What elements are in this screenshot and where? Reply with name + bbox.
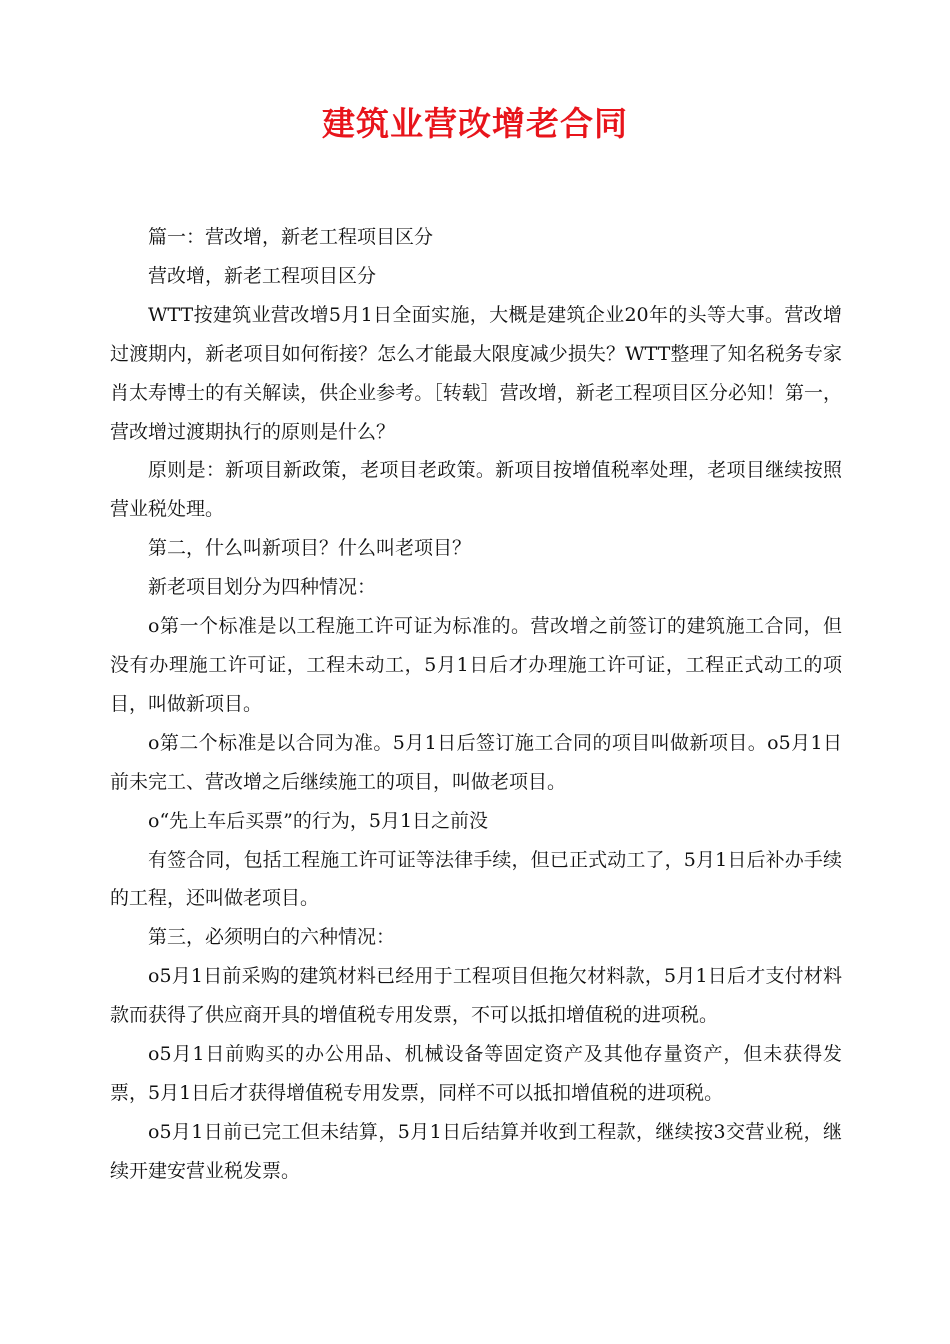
paragraph: o5月1日前已完工但未结算，5月1日后结算并收到工程款，继续按3交营业税，继续开建安营业税发票。 <box>110 1120 842 1182</box>
paragraph: 篇一：营改增，新老工程项目区分 <box>148 226 434 248</box>
paragraph: 新老项目划分为四种情况： <box>148 576 377 599</box>
paragraph: o第一个标准是以工程施工许可证为标准的。营改增之前签订的建筑施工合同，但没有办理施工许可证，工程未动工，5月1日后才办理施工许可证，工程正式动工的项目，叫做新项目。 <box>110 615 842 715</box>
paragraph: 营改增，新老工程项目区分 <box>148 264 377 287</box>
paragraph: 有签合同，包括工程施工许可证等法律手续，但已正式动工了，5月1日后补办手续的工程，还叫做老项目。 <box>110 848 842 910</box>
page-title: 建筑业营改增老合同 <box>322 104 628 143</box>
paragraph: o第二个标准是以合同为准。5月1日后签订施工合同的项目叫做新项目。o5月1日前未完工、营改增之后继续施工的项目，叫做老项目。 <box>110 731 842 793</box>
paragraph: 第三，必须明白的六种情况： <box>148 926 396 949</box>
paragraph: o“先上车后买票”的行为，5月1日之前没 <box>148 809 489 832</box>
paragraph: o5月1日前购买的办公用品、机械设备等固定资产及其他存量资产，但未获得发票，5月1日后才获得增值税专用发票，同样不可以抵扣增值税的进项税。 <box>110 1043 842 1104</box>
document-body <box>110 218 842 1191</box>
paragraph: 原则是：新项目新政策，老项目老政策。新项目按增值税率处理，老项目继续按照营业税处理。 <box>110 459 842 521</box>
paragraph: WTT按建筑业营改增5月1日全面实施，大概是建筑企业20年的头等大事。营改增过渡期内，新老项目如何衔接？怎么才能最大限度减少损失？WTT整理了知名税务专家肖太寿博士的有关解读，供企业参考。［转载］营改增，新老工程项目区分必知！第一，营改增过渡期执行的原则是什么？ <box>110 303 842 443</box>
paragraph: 第二，什么叫新项目？什么叫老项目？ <box>148 537 472 560</box>
paragraph: o5月1日前采购的建筑材料已经用于工程项目但拖欠材料款，5月1日后才支付材料款而获得了供应商开具的增值税专用发票，不可以抵扣增值税的进项税。 <box>110 965 842 1027</box>
